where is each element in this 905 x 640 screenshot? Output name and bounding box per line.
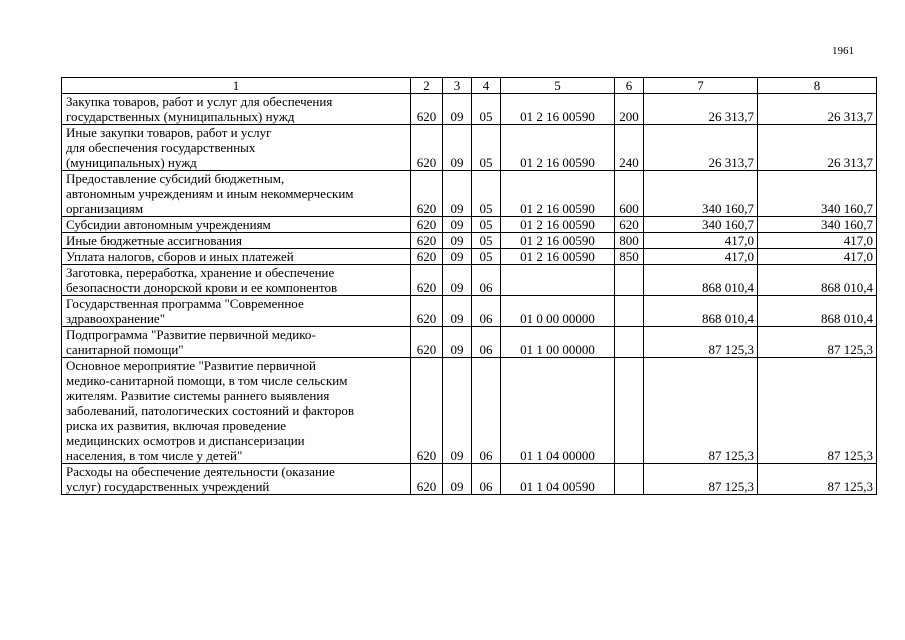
row-amount-2: 26 313,7 [758, 125, 877, 171]
row-name: Иные бюджетные ассигнования [62, 233, 411, 249]
row-ministry-code: 620 [411, 233, 443, 249]
header-row [62, 78, 877, 94]
row-section: 09 [443, 94, 472, 125]
table-row [62, 358, 877, 464]
row-subsection: 05 [472, 94, 501, 125]
row-section: 09 [443, 171, 472, 217]
header-col-8: 8 [758, 78, 877, 94]
row-amount-1: 87 125,3 [644, 327, 758, 358]
header-col-1: 1 [62, 78, 411, 94]
row-name: Закупка товаров, работ и услуг для обеспечения государственных (муниципальных) нужд [62, 94, 411, 125]
row-amount-1: 417,0 [644, 233, 758, 249]
row-amount-1: 87 125,3 [644, 464, 758, 495]
row-target-article: 01 2 16 00590 [501, 125, 615, 171]
row-expense-type [615, 464, 644, 495]
row-amount-1: 868 010,4 [644, 296, 758, 327]
row-name: Уплата налогов, сборов и иных платежей [62, 249, 411, 265]
header-col-5: 5 [501, 78, 615, 94]
row-expense-type: 200 [615, 94, 644, 125]
row-ministry-code: 620 [411, 265, 443, 296]
header-col-2: 2 [411, 78, 443, 94]
row-amount-2: 868 010,4 [758, 296, 877, 327]
row-name: Предоставление субсидий бюджетным, автономным учреждениям и иным некоммерческим организациям [62, 171, 411, 217]
row-amount-2: 87 125,3 [758, 327, 877, 358]
row-name: Субсидии автономным учреждениям [62, 217, 411, 233]
row-section: 09 [443, 125, 472, 171]
row-amount-1: 868 010,4 [644, 265, 758, 296]
row-amount-1: 340 160,7 [644, 217, 758, 233]
header-col-7: 7 [644, 78, 758, 94]
budget-table [61, 77, 877, 495]
row-name: Подпрограмма "Развитие первичной медико- санитарной помощи" [62, 327, 411, 358]
table-row [62, 125, 877, 171]
row-section: 09 [443, 296, 472, 327]
row-name: Основное мероприятие "Развитие первичной медико-санитарной помощи, в том числе сельским жителям. Развитие системы раннего выявления заболеваний, патологических состояний и факторов риска их развития, включая проведение медицинских осмотров и диспансеризации населения, в том числе у детей" [62, 358, 411, 464]
row-amount-1: 340 160,7 [644, 171, 758, 217]
row-section: 09 [443, 464, 472, 495]
row-section: 09 [443, 217, 472, 233]
table-row [62, 249, 877, 265]
row-name: Иные закупки товаров, работ и услуг для обеспечения государственных (муниципальных) нужд [62, 125, 411, 171]
row-amount-2: 340 160,7 [758, 217, 877, 233]
row-expense-type: 620 [615, 217, 644, 233]
row-ministry-code: 620 [411, 249, 443, 265]
row-subsection: 06 [472, 265, 501, 296]
row-amount-2: 26 313,7 [758, 94, 877, 125]
row-target-article: 01 1 00 00000 [501, 327, 615, 358]
row-expense-type: 600 [615, 171, 644, 217]
row-name: Расходы на обеспечение деятельности (оказание услуг) государственных учреждений [62, 464, 411, 495]
row-subsection: 06 [472, 464, 501, 495]
row-target-article [501, 265, 615, 296]
row-target-article: 01 2 16 00590 [501, 249, 615, 265]
row-section: 09 [443, 233, 472, 249]
row-subsection: 06 [472, 358, 501, 464]
row-target-article: 01 1 04 00000 [501, 358, 615, 464]
table-row [62, 171, 877, 217]
row-subsection: 06 [472, 296, 501, 327]
row-amount-2: 87 125,3 [758, 358, 877, 464]
row-section: 09 [443, 358, 472, 464]
row-section: 09 [443, 249, 472, 265]
row-ministry-code: 620 [411, 327, 443, 358]
table-row [62, 94, 877, 125]
row-target-article: 01 0 00 00000 [501, 296, 615, 327]
row-amount-1: 26 313,7 [644, 94, 758, 125]
row-target-article: 01 2 16 00590 [501, 171, 615, 217]
header-col-3: 3 [443, 78, 472, 94]
row-ministry-code: 620 [411, 464, 443, 495]
row-subsection: 05 [472, 217, 501, 233]
row-ministry-code: 620 [411, 296, 443, 327]
row-subsection: 05 [472, 125, 501, 171]
row-target-article: 01 1 04 00590 [501, 464, 615, 495]
row-ministry-code: 620 [411, 171, 443, 217]
row-amount-2: 417,0 [758, 249, 877, 265]
row-amount-1: 417,0 [644, 249, 758, 265]
row-subsection: 05 [472, 171, 501, 217]
row-subsection: 06 [472, 327, 501, 358]
table-row [62, 464, 877, 495]
header-col-4: 4 [472, 78, 501, 94]
page-number: 1961 [832, 45, 854, 57]
row-expense-type: 800 [615, 233, 644, 249]
row-name: Государственная программа "Современное здравоохранение" [62, 296, 411, 327]
row-expense-type [615, 296, 644, 327]
header-col-6: 6 [615, 78, 644, 94]
row-amount-2: 417,0 [758, 233, 877, 249]
row-section: 09 [443, 327, 472, 358]
row-name: Заготовка, переработка, хранение и обеспечение безопасности донорской крови и ее компонентов [62, 265, 411, 296]
row-expense-type: 850 [615, 249, 644, 265]
table-row [62, 217, 877, 233]
row-amount-2: 87 125,3 [758, 464, 877, 495]
row-section: 09 [443, 265, 472, 296]
table-row [62, 265, 877, 296]
row-ministry-code: 620 [411, 94, 443, 125]
row-subsection: 05 [472, 233, 501, 249]
row-expense-type: 240 [615, 125, 644, 171]
row-target-article: 01 2 16 00590 [501, 233, 615, 249]
table-row [62, 233, 877, 249]
row-amount-2: 868 010,4 [758, 265, 877, 296]
table-row [62, 296, 877, 327]
row-subsection: 05 [472, 249, 501, 265]
row-amount-1: 26 313,7 [644, 125, 758, 171]
row-expense-type [615, 327, 644, 358]
row-target-article: 01 2 16 00590 [501, 217, 615, 233]
row-expense-type [615, 265, 644, 296]
row-expense-type [615, 358, 644, 464]
table-row [62, 327, 877, 358]
row-amount-2: 340 160,7 [758, 171, 877, 217]
row-amount-1: 87 125,3 [644, 358, 758, 464]
row-ministry-code: 620 [411, 358, 443, 464]
row-target-article: 01 2 16 00590 [501, 94, 615, 125]
row-ministry-code: 620 [411, 125, 443, 171]
row-ministry-code: 620 [411, 217, 443, 233]
